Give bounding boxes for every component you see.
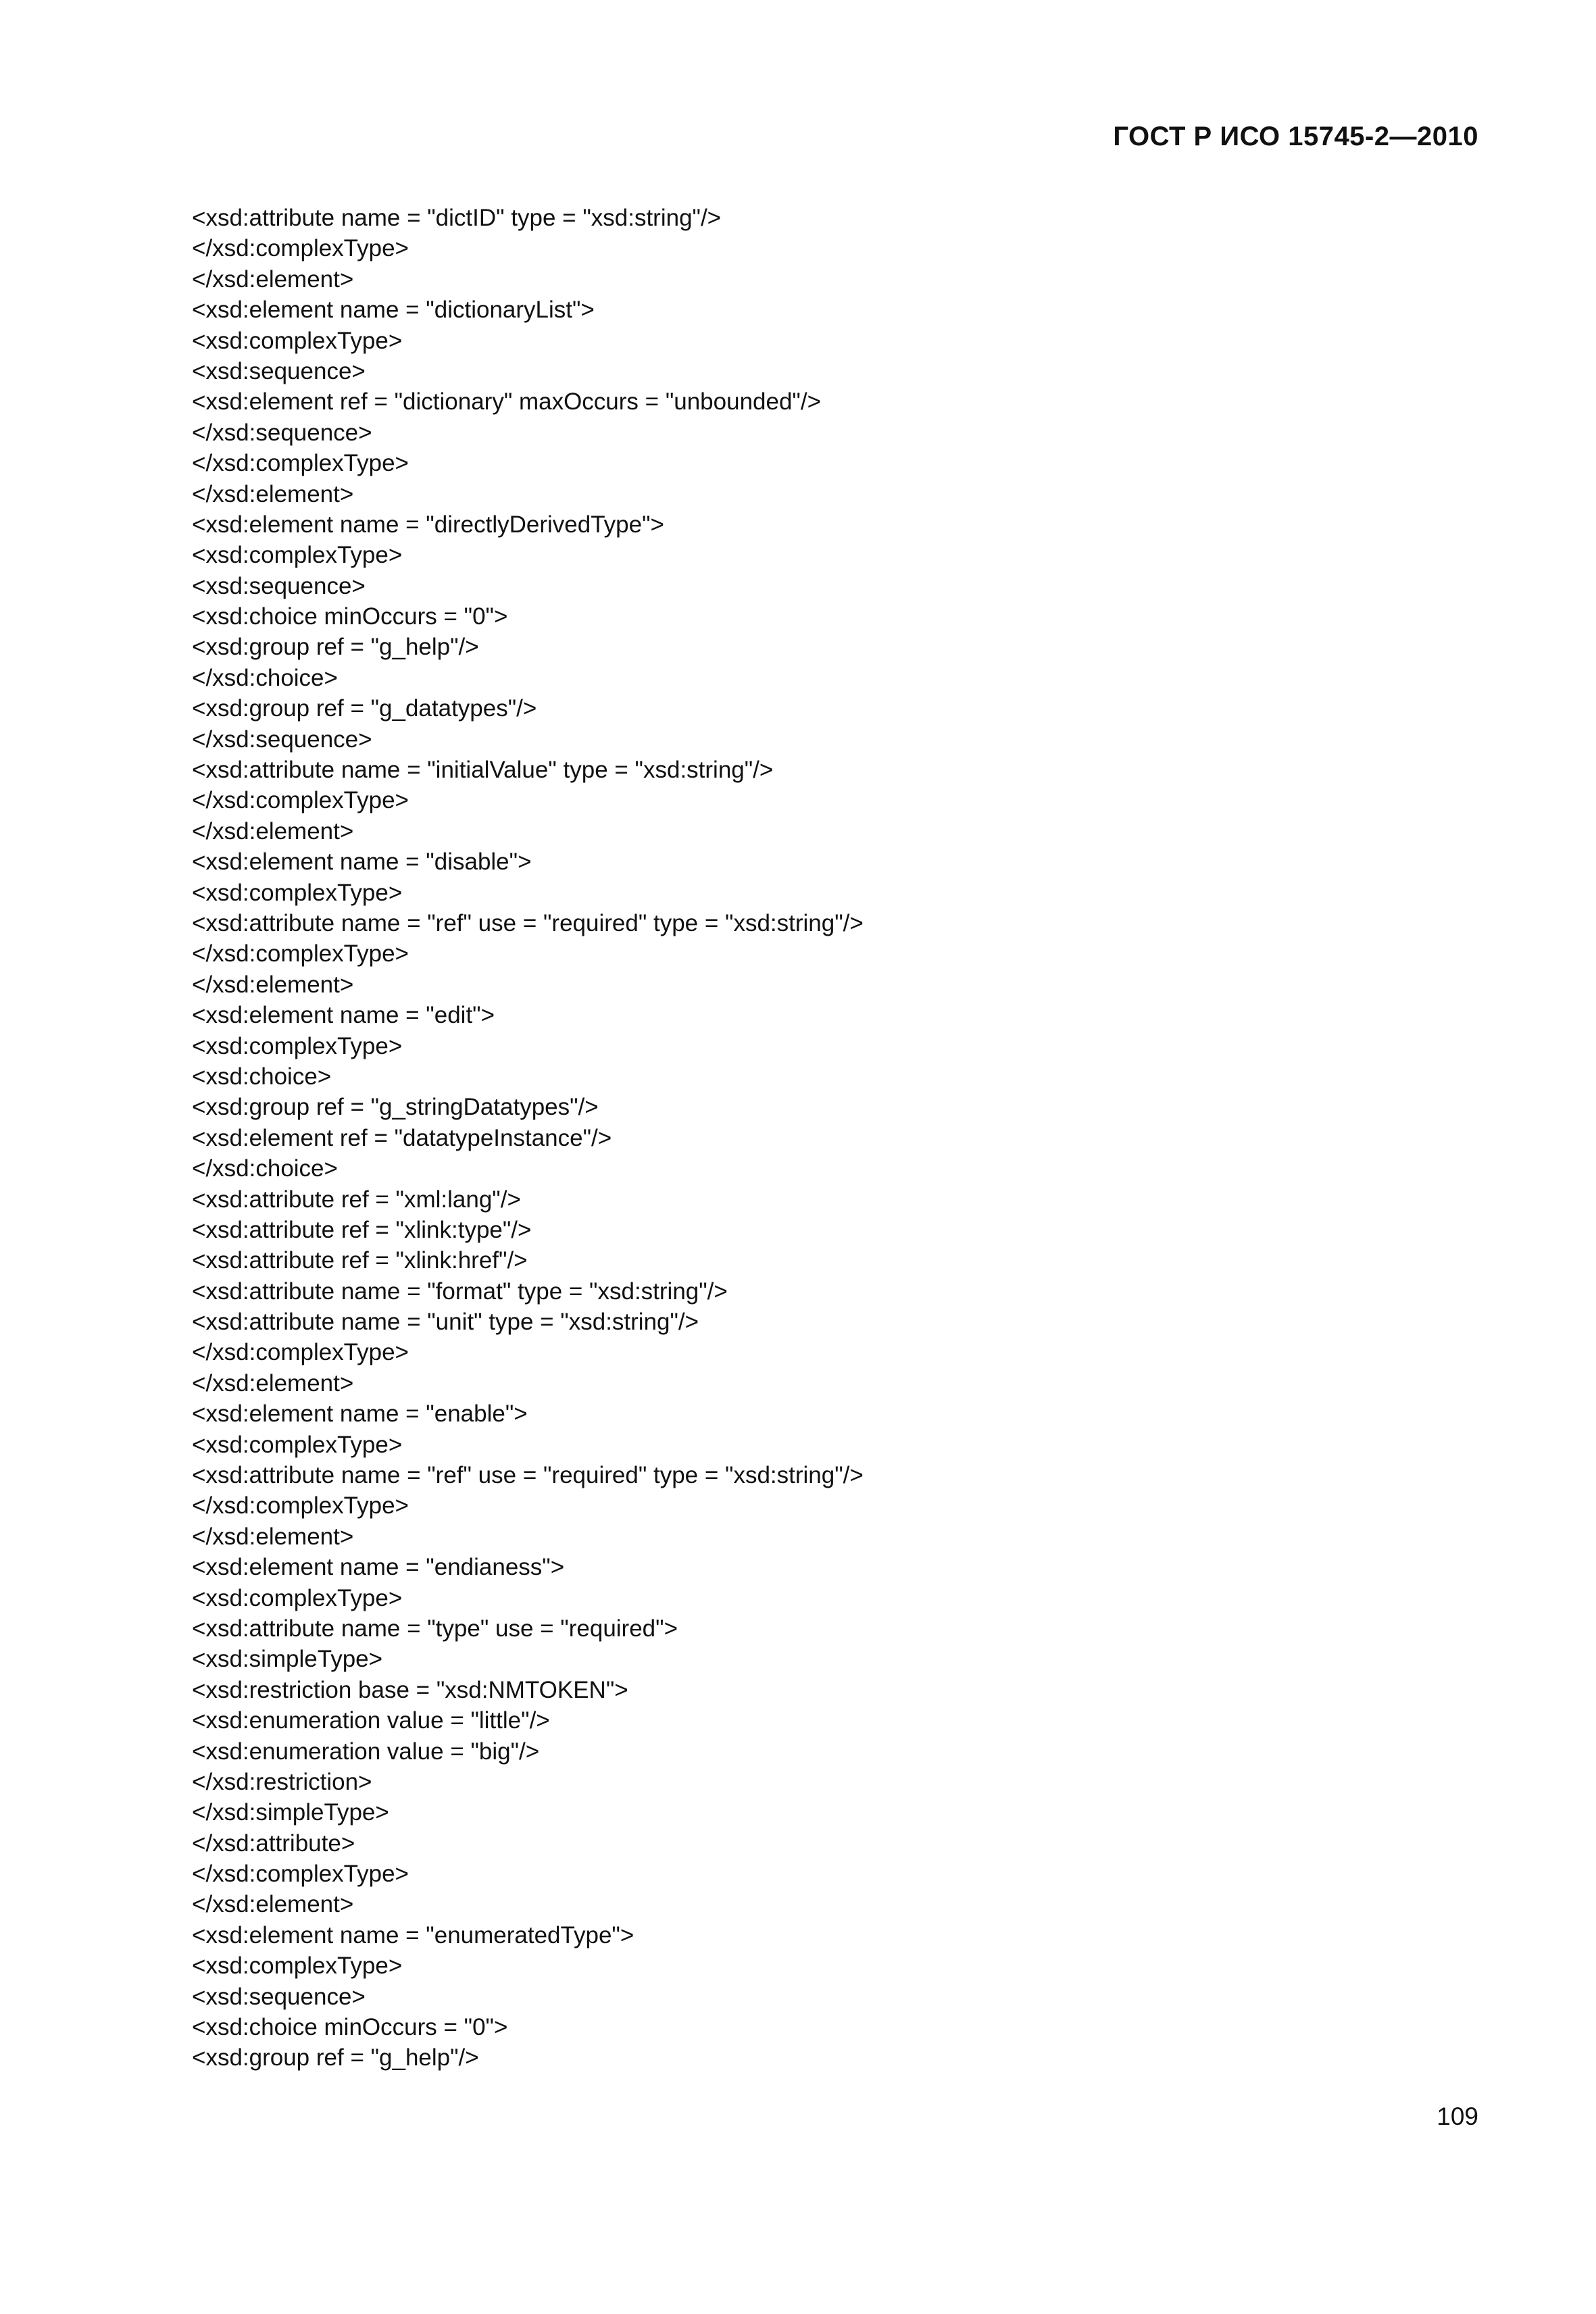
code-line: </xsd:complexType>: [192, 1861, 409, 1888]
page-header: [1113, 122, 1478, 152]
code-line: <xsd:sequence>: [192, 572, 366, 599]
code-line: </xsd:element>: [192, 818, 354, 845]
code-line: <xsd:element name = "dictionaryList">: [192, 297, 595, 324]
code-line: <xsd:attribute ref = "xlink:type"/>: [192, 1216, 532, 1243]
code-line: </xsd:complexType>: [192, 1492, 409, 1519]
code-line: <xsd:group ref = "g_datatypes"/>: [192, 695, 537, 722]
code-line: <xsd:simpleType>: [192, 1646, 383, 1673]
code-line: <xsd:sequence>: [192, 1983, 366, 2010]
code-line: <xsd:choice minOccurs = "0">: [192, 603, 508, 630]
code-line: </xsd:element>: [192, 1891, 354, 1918]
code-line: <xsd:element name = "enumeratedType">: [192, 1921, 634, 1948]
code-line: <xsd:complexType>: [192, 1032, 403, 1059]
code-line: </xsd:element>: [192, 1369, 354, 1397]
code-line: </xsd:complexType>: [192, 450, 409, 477]
code-line: </xsd:complexType>: [192, 787, 409, 814]
code-line: <xsd:group ref = "g_help"/>: [192, 634, 479, 661]
code-line: <xsd:complexType>: [192, 542, 403, 569]
code-line: <xsd:complexType>: [192, 1431, 403, 1458]
code-line: <xsd:element name = "edit">: [192, 1002, 495, 1029]
code-line: </xsd:element>: [192, 1523, 354, 1550]
code-line: <xsd:attribute ref = "xlink:href"/>: [192, 1247, 528, 1274]
code-line: </xsd:element>: [192, 971, 354, 998]
code-line: <xsd:attribute name = "initialValue" type = "xsd:string"/>: [192, 757, 774, 784]
standard-id: ГОСТ Р ИСО 15745-2—2010: [1113, 122, 1478, 151]
xsd-code-listing: [192, 203, 864, 2073]
code-line: <xsd:attribute ref = "xml:lang"/>: [192, 1186, 521, 1213]
code-line: </xsd:choice>: [192, 1155, 338, 1182]
code-line: </xsd:sequence>: [192, 419, 372, 446]
code-line: <xsd:enumeration value = "little"/>: [192, 1707, 550, 1734]
code-line: <xsd:attribute name = "dictID" type = "xsd:string"/>: [192, 205, 722, 231]
code-line: <xsd:complexType>: [192, 879, 403, 906]
code-line: </xsd:attribute>: [192, 1830, 355, 1857]
code-line: </xsd:element>: [192, 266, 354, 293]
code-line: </xsd:element>: [192, 480, 354, 507]
code-line: <xsd:choice minOccurs = "0">: [192, 2014, 508, 2041]
code-line: </xsd:choice>: [192, 664, 338, 691]
code-line: <xsd:enumeration value = "big"/>: [192, 1738, 540, 1765]
code-line: <xsd:complexType>: [192, 327, 403, 354]
code-line: <xsd:attribute name = "format" type = "xsd:string"/>: [192, 1278, 728, 1305]
code-line: </xsd:simpleType>: [192, 1799, 389, 1826]
code-line: <xsd:element name = "endianess">: [192, 1554, 565, 1581]
code-line: <xsd:element ref = "dictionary" maxOccurs = "unbounded"/>: [192, 388, 822, 416]
code-line: <xsd:attribute name = "type" use = "required">: [192, 1615, 678, 1642]
code-line: <xsd:attribute name = "ref" use = "required" type = "xsd:string"/>: [192, 909, 864, 936]
code-line: <xsd:restriction base = "xsd:NMTOKEN">: [192, 1676, 628, 1703]
code-line: <xsd:attribute name = "ref" use = "required" type = "xsd:string"/>: [192, 1462, 864, 1489]
code-line: <xsd:attribute name = "unit" type = "xsd:string"/>: [192, 1309, 699, 1336]
code-line: </xsd:sequence>: [192, 726, 372, 753]
code-line: <xsd:complexType>: [192, 1584, 403, 1611]
code-line: <xsd:element name = "disable">: [192, 849, 532, 876]
code-line: <xsd:element name = "directlyDerivedType">: [192, 511, 664, 538]
code-line: </xsd:complexType>: [192, 1339, 409, 1366]
page-number: 109: [1437, 2103, 1478, 2130]
code-line: <xsd:element ref = "datatypeInstance"/>: [192, 1124, 612, 1151]
code-line: <xsd:group ref = "g_help"/>: [192, 2044, 479, 2071]
code-line: <xsd:choice>: [192, 1063, 332, 1090]
code-line: <xsd:complexType>: [192, 1953, 403, 1980]
code-line: <xsd:element name = "enable">: [192, 1401, 528, 1428]
code-line: <xsd:group ref = "g_stringDatatypes"/>: [192, 1094, 599, 1121]
code-line: </xsd:complexType>: [192, 940, 409, 967]
code-line: </xsd:complexType>: [192, 235, 409, 262]
code-line: </xsd:restriction>: [192, 1768, 372, 1795]
code-line: <xsd:sequence>: [192, 357, 366, 384]
